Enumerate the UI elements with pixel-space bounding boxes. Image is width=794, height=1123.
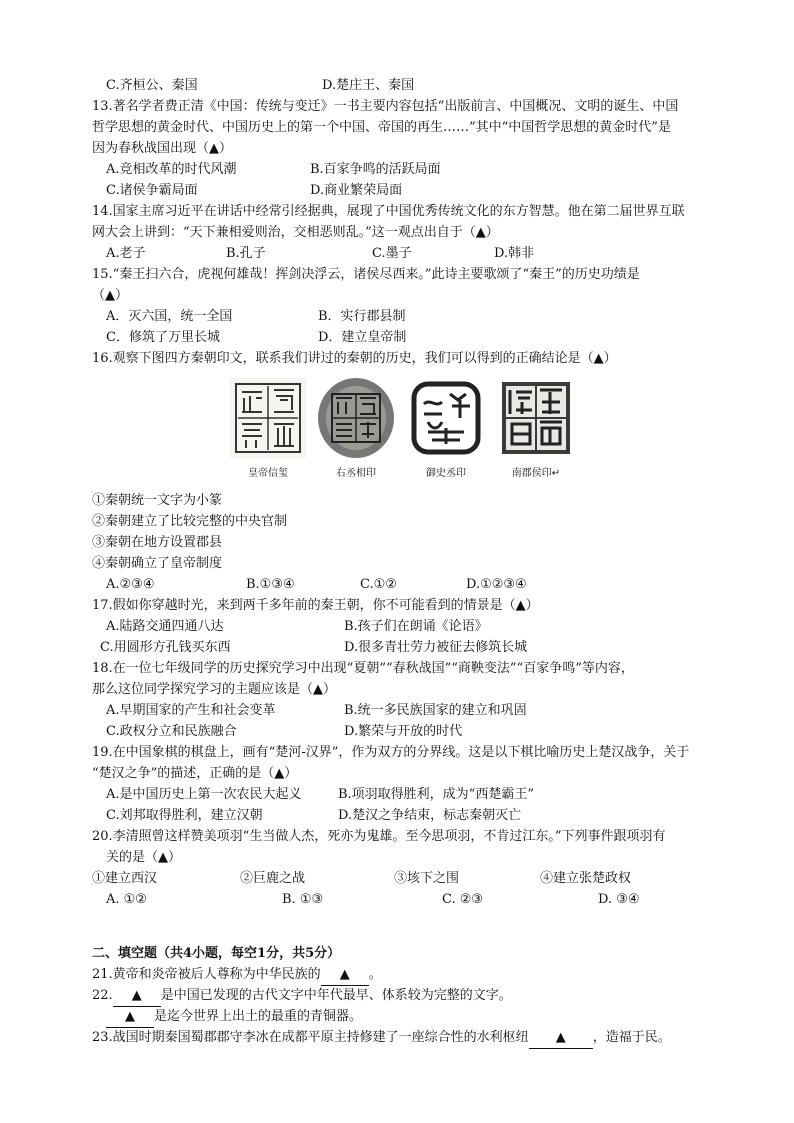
statement-item: ③垓下之围: [394, 871, 460, 886]
statement-item: ①建立西汉: [92, 871, 158, 886]
option-b: B．实行郡县制: [318, 309, 406, 324]
question-22-text: [92, 986, 512, 1007]
option-b: B. ①③: [282, 892, 324, 907]
statement-item: ②秦朝建立了比较完整的中央官制: [92, 514, 288, 529]
option-d: D.商业繁荣局面: [310, 183, 403, 198]
section-heading: 二、填空题（共4小题，每空1分，共5分）: [92, 946, 341, 961]
question-17-text: 17.假如你穿越时光，来到两千多年前的秦王朝，你不可能看到的情景是（▲）: [92, 598, 539, 613]
option-a: A．灭六国，统一全国: [106, 309, 233, 324]
option-c: C. ②③: [442, 892, 484, 907]
question-22-text: [106, 1007, 362, 1028]
question-16-text: 16.观察下图四方秦朝印文，联系我们讲过的秦朝的历史，我们可以得到的正确结论是（▲）: [92, 351, 617, 366]
option-d: D.楚庄王、秦国: [322, 78, 415, 93]
question-19-text: 19.在中国象棋的棋盘上，画有“楚河-汉界”，作为双方的分界线。这是以下棋比喻历史上楚汉战争，关于: [92, 745, 690, 760]
answer-blank[interactable]: ▲: [106, 1007, 154, 1028]
question-22-stem: 是中国已发现的古代文字中年代最早、体系较为完整的文字。: [160, 988, 512, 1003]
qin-seal-figures: [228, 378, 568, 490]
question-18-text: 18.在一位七年级同学的历史探究学习中出现“夏朝”“春秋战国”“商鞅变法”“百家争鸣”等内容，: [92, 661, 634, 676]
seal-caption: 御史丞印: [426, 468, 466, 479]
option-d: D.楚汉之争结束，标志秦朝灭亡: [338, 808, 522, 823]
option-b: B.百家争鸣的活跃局面: [310, 162, 441, 177]
option-c: C.诸侯争霸局面: [106, 183, 198, 198]
question-19-text: “楚汉之争”的描述，正确的是（▲）: [92, 766, 298, 781]
option-c: C.①②: [360, 577, 397, 592]
option-a: A.老子: [106, 246, 146, 261]
question-13-text: 13.著名学者费正清《中国：传统与变迁》一书主要内容包括“出版前言、中国概况、文明的诞生、中国: [92, 99, 679, 114]
question-21-text: [92, 965, 382, 986]
question-18-text: 那么这位同学探究学习的主题应该是（▲）: [92, 682, 336, 697]
option-b: B.项羽取得胜利，成为“西楚霸王”: [338, 787, 534, 802]
question-22-number: 22.: [92, 988, 113, 1003]
statement-item: ②巨鹿之战: [240, 871, 306, 886]
answer-blank[interactable]: ▲: [321, 965, 369, 986]
question-13-text: 因为春秋战国出现（▲）: [92, 141, 232, 156]
option-b: B.孩子们在朗诵《论语》: [344, 619, 488, 634]
question-23-end: ，造福于民。: [592, 1030, 671, 1045]
question-15-text: （▲）: [92, 288, 128, 303]
answer-blank[interactable]: ▲: [113, 986, 161, 1007]
option-d: D.繁荣与开放的时代: [344, 724, 463, 739]
option-a: A.竞相改革的时代风潮: [106, 162, 237, 177]
question-14-text: 14.国家主席习近平在讲话中经常引经据典，展现了中国优秀传统文化的东方智慧。他在第二届世界互联: [92, 204, 685, 219]
option-a: A.陆路交通四通八达: [106, 619, 224, 634]
seal-caption: 皇帝信玺: [248, 468, 288, 479]
seal-image: [408, 378, 484, 458]
option-d: D．建立皇帝制: [318, 330, 407, 345]
option-a: A.是中国历史上第一次农民大起义: [106, 787, 302, 802]
question-13-text: 哲学思想的黄金时代、中国历史上的第一个中国、帝国的再生……”其中“中国哲学思想的黄金时代”是: [92, 120, 671, 135]
question-21-end: 。: [368, 967, 382, 982]
seal-image: [498, 378, 574, 458]
statement-item: ④秦朝确立了皇帝制度: [92, 556, 223, 571]
option-a: A.早期国家的产生和社会变革: [106, 703, 276, 718]
question-21-stem: 21.黄帝和炎帝被后人尊称为中华民族的: [92, 967, 321, 982]
question-23-text: [92, 1028, 671, 1049]
seal-image: [318, 378, 394, 458]
option-c: C．修筑了万里长城: [106, 330, 220, 345]
statement-item: ①秦朝统一文字为小篆: [92, 493, 223, 508]
question-23-stem: 23.战国时期秦国蜀郡郡守李冰在成都平原主持修建了一座综合性的水利枢纽: [92, 1030, 529, 1045]
option-c: C.墨子: [372, 246, 412, 261]
option-b: B.①③④: [246, 577, 295, 592]
question-15-text: 15.“秦王扫六合，虎视何雄哉！挥剑决浮云，诸侯尽西来。”此诗主要歌颂了“秦王”的历史功绩是: [92, 267, 640, 282]
question-22-stem: 是迄今世界上出土的最重的青铜器。: [154, 1009, 363, 1024]
option-b: B.统一多民族国家的建立和巩固: [344, 703, 527, 718]
seal-caption: 右丞相印: [336, 468, 376, 479]
option-c: C.刘邦取得胜利，建立汉朝: [106, 808, 263, 823]
option-d: D.很多青壮劳力被征去修筑长城: [344, 640, 528, 655]
option-d: D.①②③④: [466, 577, 527, 592]
seal-image: [230, 378, 306, 458]
question-14-text: 网大会上讲到：“天下兼相爱则治，交相恶则乱。”这一观点出自于（▲）: [92, 225, 499, 240]
option-d: D.韩非: [494, 246, 535, 261]
option-b: B.孔子: [226, 246, 266, 261]
option-c: C.齐桓公、秦国: [106, 78, 198, 93]
statement-item: ④建立张楚政权: [540, 871, 632, 886]
option-a: A.②③④: [106, 577, 155, 592]
answer-blank[interactable]: ▲: [529, 1028, 593, 1049]
option-a: A. ①②: [106, 892, 147, 907]
statement-item: ③秦朝在地方设置郡县: [92, 535, 223, 550]
option-d: D. ③④: [598, 892, 640, 907]
option-c: C.政权分立和民族融合: [106, 724, 237, 739]
seal-caption: 南郡侯印↵: [511, 468, 561, 479]
option-c: C.用圆形方孔钱买东西: [100, 640, 231, 655]
question-20-text: 关的是（▲）: [106, 850, 181, 865]
question-20-text: 20.李清照曾这样赞美项羽“生当做人杰，死亦为鬼雄。至今思项羽，不肯过江东。”下列事件跟项羽有: [92, 829, 666, 844]
